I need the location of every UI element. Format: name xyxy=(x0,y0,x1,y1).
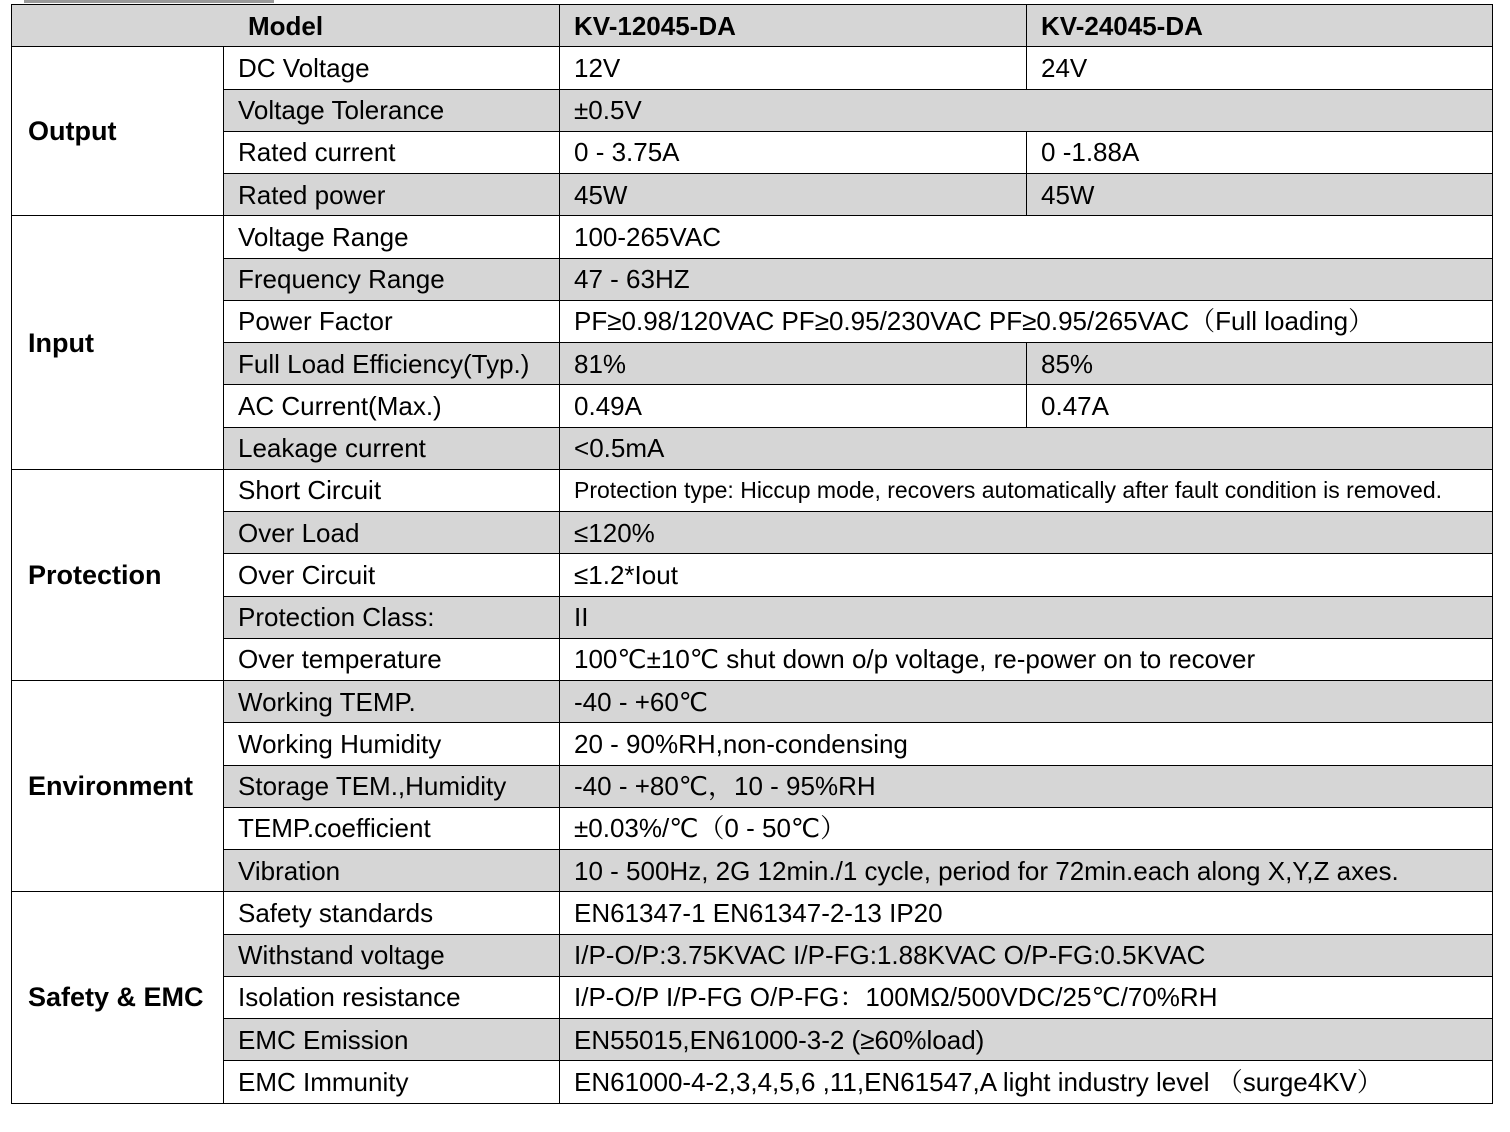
row-value-b: 0.47A xyxy=(1027,385,1493,427)
table-row xyxy=(12,469,1493,511)
row-label: Protection Class: xyxy=(224,596,560,638)
group-safety-emc: Safety & EMC xyxy=(12,892,224,1103)
table-row xyxy=(12,343,1493,385)
table-row xyxy=(12,638,1493,680)
row-label: Isolation resistance xyxy=(224,976,560,1018)
row-value-a: 0.49A xyxy=(560,385,1027,427)
model-header: Model xyxy=(12,5,560,47)
group-environment: Environment xyxy=(12,681,224,892)
spec-table xyxy=(11,4,1493,1104)
row-value: 20 - 90%RH,non-condensing xyxy=(560,723,1493,765)
table-row xyxy=(12,976,1493,1018)
row-value: PF≥0.98/120VAC PF≥0.95/230VAC PF≥0.95/265VAC（Full loading） xyxy=(560,300,1493,342)
row-label: Vibration xyxy=(224,850,560,892)
row-label: Working TEMP. xyxy=(224,681,560,723)
row-label: EMC Emission xyxy=(224,1019,560,1061)
table-row xyxy=(12,427,1493,469)
header-row xyxy=(12,5,1493,47)
table-row xyxy=(12,681,1493,723)
row-value: -40 - +60℃ xyxy=(560,681,1493,723)
row-value: I/P-O/P I/P-FG O/P-FG：100MΩ/500VDC/25℃/70%RH xyxy=(560,976,1493,1018)
row-value: ≤120% xyxy=(560,512,1493,554)
model-b-header: KV-24045-DA xyxy=(1027,5,1493,47)
row-label: Storage TEM.,Humidity xyxy=(224,765,560,807)
row-value: <0.5mA xyxy=(560,427,1493,469)
row-label: Voltage Range xyxy=(224,216,560,258)
row-value: 100-265VAC xyxy=(560,216,1493,258)
row-label: TEMP.coefficient xyxy=(224,807,560,849)
row-value: EN61000-4-2,3,4,5,6 ,11,EN61547,A light industry level （surge4KV） xyxy=(560,1061,1493,1103)
row-label: Leakage current xyxy=(224,427,560,469)
row-label: EMC Immunity xyxy=(224,1061,560,1103)
row-value-b: 85% xyxy=(1027,343,1493,385)
row-value: ≤1.2*Iout xyxy=(560,554,1493,596)
model-a-header: KV-12045-DA xyxy=(560,5,1027,47)
table-row xyxy=(12,934,1493,976)
table-row xyxy=(12,554,1493,596)
table-row xyxy=(12,1061,1493,1103)
group-output: Output xyxy=(12,47,224,216)
row-label: Short Circuit xyxy=(224,469,560,511)
table-row xyxy=(12,892,1493,934)
table-row xyxy=(12,596,1493,638)
table-row xyxy=(12,807,1493,849)
row-label: Working Humidity xyxy=(224,723,560,765)
row-value: Protection type: Hiccup mode, recovers automatically after fault condition is removed. xyxy=(560,469,1493,511)
group-protection: Protection xyxy=(12,469,224,680)
table-row xyxy=(12,765,1493,807)
group-input: Input xyxy=(12,216,224,470)
row-label: Full Load Efficiency(Typ.) xyxy=(224,343,560,385)
row-value: 10 - 500Hz, 2G 12min./1 cycle, period for 72min.each along X,Y,Z axes. xyxy=(560,850,1493,892)
row-value-a: 81% xyxy=(560,343,1027,385)
row-label: Over Load xyxy=(224,512,560,554)
row-value: I/P-O/P:3.75KVAC I/P-FG:1.88KVAC O/P-FG:0.5KVAC xyxy=(560,934,1493,976)
row-value: 100℃±10℃ shut down o/p voltage, re-power on to recover xyxy=(560,638,1493,680)
row-value-b: 45W xyxy=(1027,174,1493,216)
row-value: 47 - 63HZ xyxy=(560,258,1493,300)
row-label: Frequency Range xyxy=(224,258,560,300)
table-row xyxy=(12,89,1493,131)
row-label: Safety standards xyxy=(224,892,560,934)
row-value: ±0.5V xyxy=(560,89,1493,131)
row-value-a: 12V xyxy=(560,47,1027,89)
row-label: Power Factor xyxy=(224,300,560,342)
row-value-b: 0 -1.88A xyxy=(1027,131,1493,173)
row-label: Rated current xyxy=(224,131,560,173)
row-value-b: 24V xyxy=(1027,47,1493,89)
row-label: Over Circuit xyxy=(224,554,560,596)
table-row xyxy=(12,850,1493,892)
row-label: AC Current(Max.) xyxy=(224,385,560,427)
row-value-a: 0 - 3.75A xyxy=(560,131,1027,173)
table-row xyxy=(12,300,1493,342)
row-label: Rated power xyxy=(224,174,560,216)
row-value: EN55015,EN61000-3-2 (≥60%load) xyxy=(560,1019,1493,1061)
table-row xyxy=(12,131,1493,173)
table-row xyxy=(12,216,1493,258)
row-label: Withstand voltage xyxy=(224,934,560,976)
row-value: II xyxy=(560,596,1493,638)
row-label: DC Voltage xyxy=(224,47,560,89)
row-label: Over temperature xyxy=(224,638,560,680)
table-row xyxy=(12,1019,1493,1061)
table-row xyxy=(12,512,1493,554)
row-label: Voltage Tolerance xyxy=(224,89,560,131)
row-value-a: 45W xyxy=(560,174,1027,216)
table-row xyxy=(12,47,1493,89)
row-value: ±0.03%/℃（0 - 50℃） xyxy=(560,807,1493,849)
table-row xyxy=(12,174,1493,216)
table-row xyxy=(12,258,1493,300)
row-value: EN61347-1 EN61347-2-13 IP20 xyxy=(560,892,1493,934)
table-row xyxy=(12,385,1493,427)
row-value: -40 - +80℃，10 - 95%RH xyxy=(560,765,1493,807)
table-row xyxy=(12,723,1493,765)
top-decor-line xyxy=(24,0,274,3)
